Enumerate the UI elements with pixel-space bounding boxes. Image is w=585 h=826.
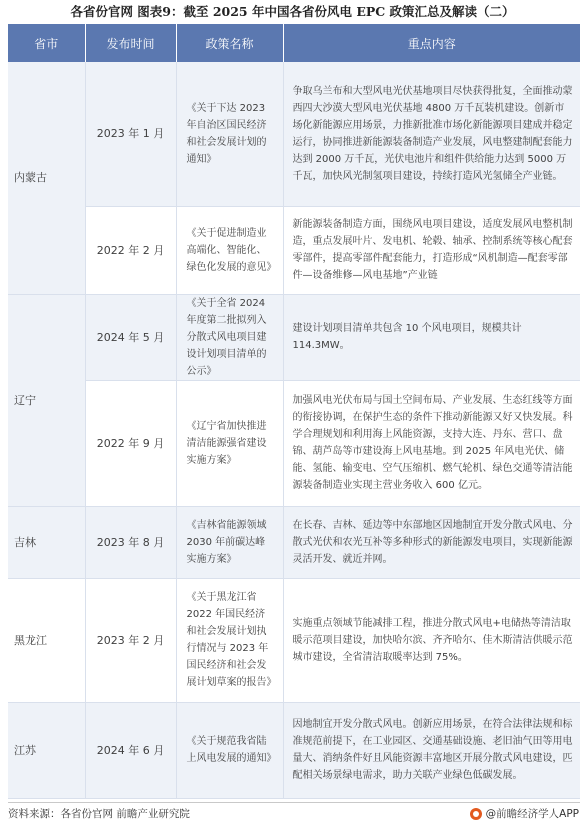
table-row — [8, 702, 580, 798]
table-row — [8, 506, 580, 578]
province-cell: 内蒙古 — [8, 62, 85, 294]
content-cell: 新能源装备制造方面，围绕风电项目建设，适度发展风电整机制造，重点发展叶片、发电机、轮毂、轴承、控制系统等核心配套零部件，提高零部件配套能力，打造形成“风机制造—配套零部件—设备维修—风电基地”产业链 — [283, 206, 580, 294]
content-cell: 加强风电光伏布局与国土空间布局、产业发展、生态红线等方面的衔接协调，在保护生态的条件下推动新能源又好又快发展。科学合理规划和利用海上风能资源，支持大连、丹东、营口、盘锦、葫芦岛等市建设海上风电基地。到 2025 年风电光伏、储能、氢能、输变电、空气压缩机、燃气轮机、绿色交通等清洁能源装备制造业实现主营业务收入 600 亿元。 — [283, 380, 580, 506]
table-row — [8, 380, 580, 506]
column-header-date: 发布时间 — [85, 24, 176, 62]
date-cell: 2023 年 8 月 — [85, 506, 176, 578]
column-header-province: 省市 — [8, 24, 85, 62]
date-cell: 2023 年 2 月 — [85, 578, 176, 702]
policy-cell: 《关于下达 2023 年自治区国民经济和社会发展计划的通知》 — [176, 62, 283, 206]
province-cell: 黑龙江 — [8, 578, 85, 702]
column-header-policy: 政策名称 — [176, 24, 283, 62]
policy-cell: 《关于规范我省陆上风电发展的通知》 — [176, 702, 283, 798]
date-cell: 2022 年 9 月 — [85, 380, 176, 506]
policy-table — [8, 24, 580, 799]
content-cell: 实施重点领域节能减排工程，推进分散式风电+电储热等清洁取暖示范项目建设，加快哈尔滨、齐齐哈尔、佳木斯清洁供暖示范城市建设，全省清洁取暖率达到 75%。 — [283, 578, 580, 702]
table-row — [8, 206, 580, 294]
date-cell: 2023 年 1 月 — [85, 62, 176, 206]
page-title: 各省份官网 图表9：截至 2025 年中国各省份风电 EPC 政策汇总及解读（二） — [70, 4, 515, 19]
date-cell: 2024 年 5 月 — [85, 294, 176, 380]
policy-cell: 《辽宁省加快推进清洁能源强省建设实施方案》 — [176, 380, 283, 506]
policy-cell: 《吉林省能源领域 2030 年前碳达峰实施方案》 — [176, 506, 283, 578]
footer-divider — [8, 802, 580, 803]
content-cell: 因地制宜开发分散式风电。创新应用场景，在符合法律法规和标准规范前提下，在工业园区、交通基础设施、老旧油气田等用电量大、消纳条件好且风能资源丰富地区开展分散式风电建设，匹配相关场景绿电需求，助力关联产业绿色低碳发展。 — [283, 702, 580, 798]
brand-label: @前瞻经济学人APP — [485, 808, 579, 820]
content-cell: 建设计划项目清单共包含 10 个风电项目，规模共计 114.3MW。 — [283, 294, 580, 380]
policy-cell: 《关于全省 2024 年度第二批拟列入分散式风电项目建设计划项目清单的公示》 — [176, 294, 283, 380]
qianzhan-logo-icon — [470, 808, 482, 820]
province-cell: 江苏 — [8, 702, 85, 798]
table-row — [8, 578, 580, 702]
brand-credit — [470, 806, 579, 822]
content-cell: 争取乌兰布和大型风电光伏基地项目尽快获得批复，全面推动蒙西四大沙漠大型风电光伏基地 4800 万千瓦装机建设。创新市场化新能源应用场景，力推新批准市场化新能源项目建成并稳定运行，协同推进新能源装备制造产业发展，风电整建制配套能力达到 2000 万千瓦，光伏电池片和组件供给能力达到 5000 万千瓦，加快风光制氢项目建设，持续打造风光氢储全产业链。 — [283, 62, 580, 206]
date-cell: 2022 年 2 月 — [85, 206, 176, 294]
content-cell: 在长春、吉林、延边等中东部地区因地制宜开发分散式风电、分散式光伏和农光互补等多种形式的新能源发电项目，实现新能源灵活开发、就近并网。 — [283, 506, 580, 578]
policy-cell: 《关于黑龙江省 2022 年国民经济和社会发展计划执行情况与 2023 年国民经济和社会发展计划草案的报告》 — [176, 578, 283, 702]
province-cell: 吉林 — [8, 506, 85, 578]
table-row — [8, 294, 580, 380]
province-cell: 辽宁 — [8, 294, 85, 506]
table-row — [8, 62, 580, 206]
source-note: 资料来源：各省份官网 前瞻产业研究院 — [8, 808, 190, 820]
table-header-row — [8, 24, 580, 62]
date-cell: 2024 年 6 月 — [85, 702, 176, 798]
column-header-content: 重点内容 — [283, 24, 580, 62]
policy-cell: 《关于促进制造业高端化、智能化、绿色化发展的意见》 — [176, 206, 283, 294]
